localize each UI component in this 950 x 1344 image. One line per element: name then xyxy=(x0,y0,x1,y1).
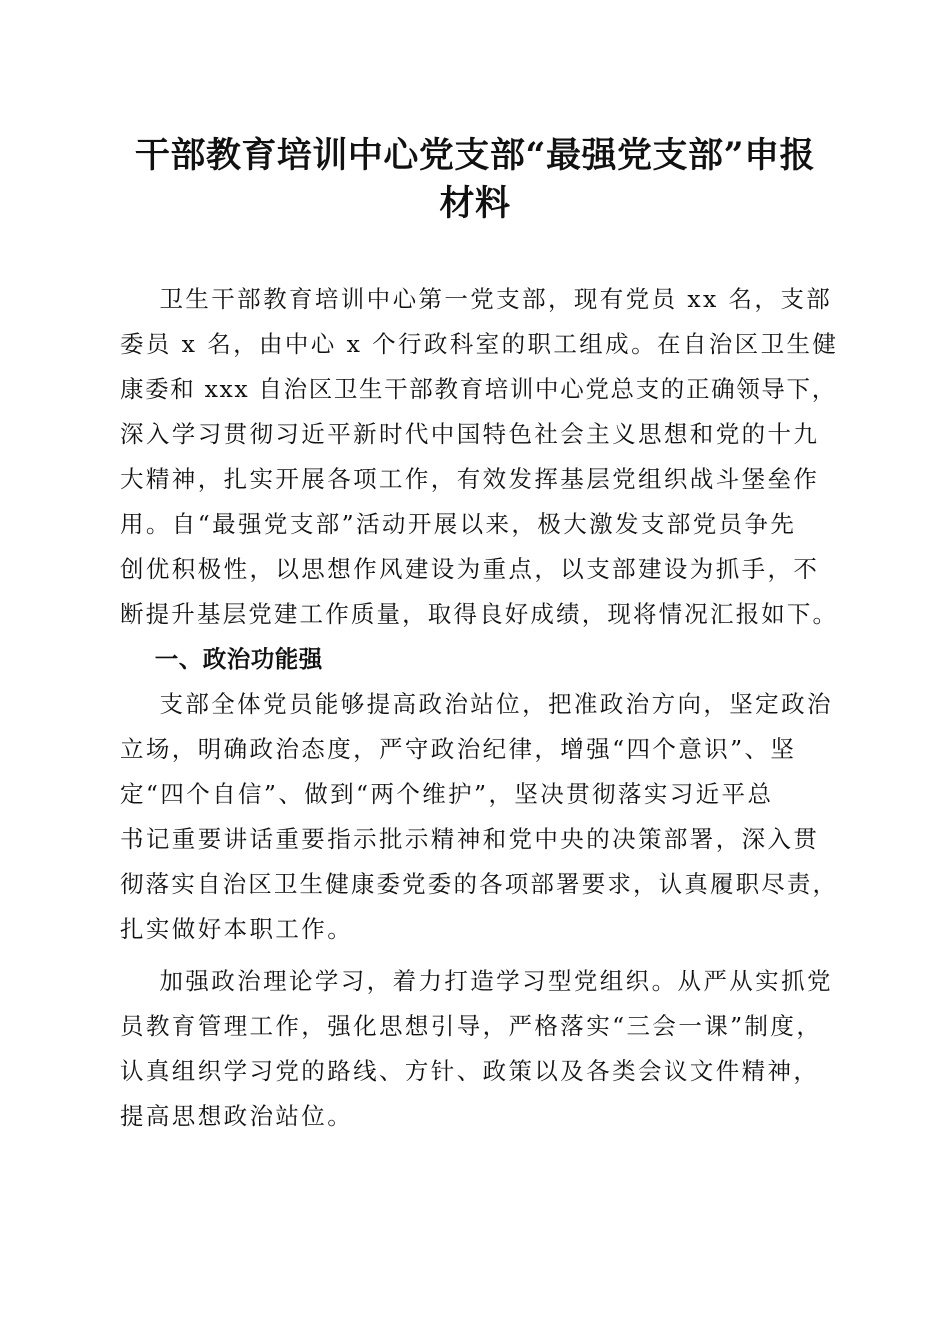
paragraph-line: 支部全体党员能够提高政治站位，把准政治方向，坚定政治 xyxy=(120,690,833,718)
paragraph-gap xyxy=(120,952,840,959)
title-line-1: 干部教育培训中心党支部“最强党支部”申报 xyxy=(134,135,816,176)
paragraph-line: 断提升基层党建工作质量，取得良好成绩，现将情况汇报如下。 xyxy=(120,600,839,628)
paragraph-line: 立场，明确政治态度，严守政治纪律，增强“四个意识”、坚 xyxy=(120,735,797,763)
paragraph-line: 创优积极性，以思想作风建设为重点，以支部建设为抓手，不 xyxy=(120,555,820,583)
paragraph-line: 彻落实自治区卫生健康委党委的各项部署要求，认真履职尽责， xyxy=(120,870,839,898)
title-line-2: 材料 xyxy=(439,183,511,224)
paragraph-line: 扎实做好本职工作。 xyxy=(120,915,354,943)
paragraph-line: 委员 x 名，由中心 x 个行政科室的职工组成。在自治区卫生健 xyxy=(120,330,839,358)
paragraph-line: 用。自“最强党支部”活动开展以来，极大激发支部党员争先 xyxy=(120,510,797,538)
document-body xyxy=(120,277,840,1139)
paragraph-line: 深入学习贯彻习近平新时代中国特色社会主义思想和党的十九 xyxy=(120,420,820,448)
paragraph-line: 大精神，扎实开展各项工作，有效发挥基层党组织战斗堡垒作 xyxy=(120,465,820,493)
paragraph-line: 卫生干部教育培训中心第一党支部，现有党员 xx 名，支部 xyxy=(120,285,833,313)
paragraph-line: 提高思想政治站位。 xyxy=(120,1102,354,1130)
paragraph-line: 认真组织学习党的路线、方针、政策以及各类会议文件精神， xyxy=(120,1057,820,1085)
section-heading-1: 一、政治功能强 xyxy=(120,645,323,673)
paragraph-line: 康委和 xxx 自治区卫生干部教育培训中心党总支的正确领导下， xyxy=(120,375,837,403)
paragraph-3 xyxy=(120,959,840,1139)
paragraph-line: 加强政治理论学习，着力打造学习型党组织。从严从实抓党 xyxy=(120,967,833,995)
paragraph-1 xyxy=(120,277,840,637)
document-title xyxy=(110,132,840,228)
paragraph-2 xyxy=(120,682,840,952)
paragraph-line: 书记重要讲话重要指示批示精神和党中央的决策部署，深入贯 xyxy=(120,825,820,853)
paragraph-line: 员教育管理工作，强化思想引导，严格落实“三会一课”制度， xyxy=(120,1012,823,1040)
paragraph-line: 定“四个自信”、做到“两个维护”，坚决贯彻落实习近平总 xyxy=(120,780,774,808)
